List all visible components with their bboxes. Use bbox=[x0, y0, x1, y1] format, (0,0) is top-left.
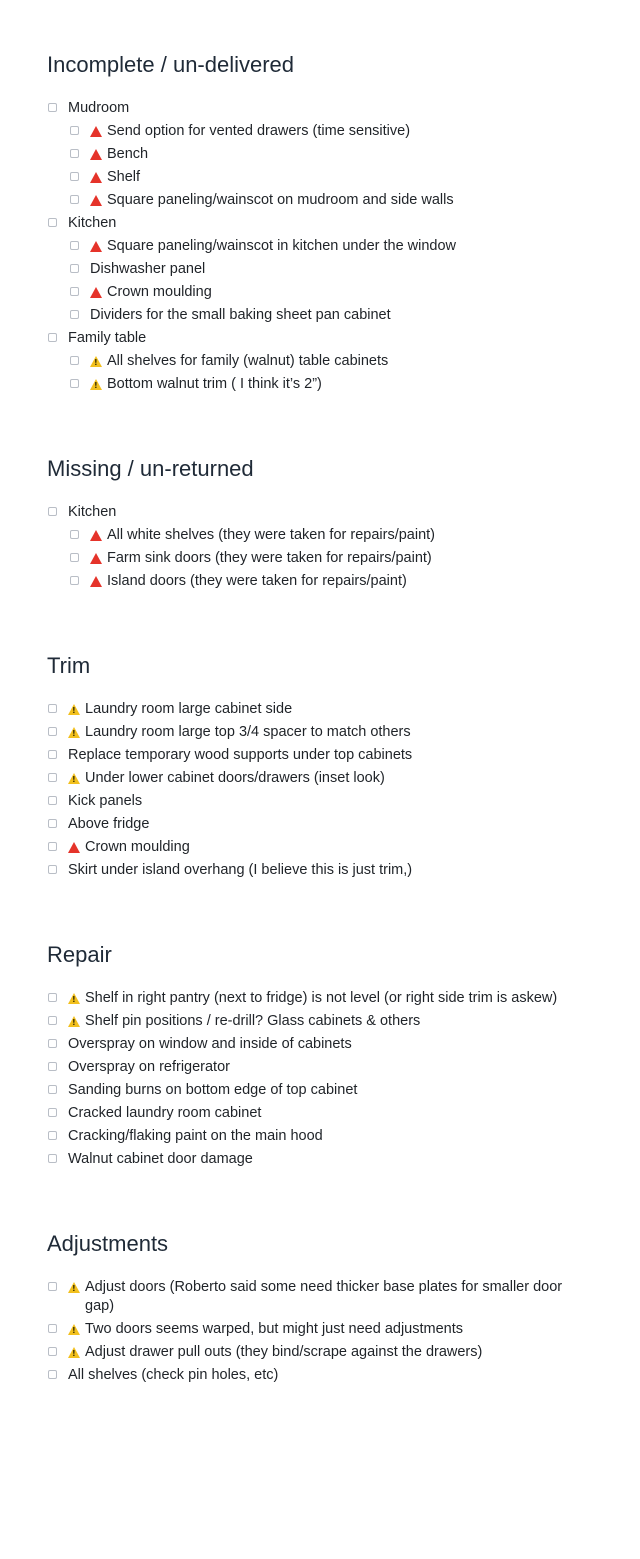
section-heading: Adjustments bbox=[47, 1231, 169, 1256]
warning-icon bbox=[68, 1324, 80, 1335]
section-heading: Trim bbox=[47, 653, 91, 678]
checkbox[interactable] bbox=[48, 1131, 57, 1140]
checkbox[interactable] bbox=[70, 576, 79, 585]
checklist-item-text: Family table bbox=[68, 330, 147, 346]
checklist-item bbox=[47, 838, 593, 857]
checklist-item-text: Island doors (they were taken for repairs/paint) bbox=[107, 573, 407, 589]
checkbox[interactable] bbox=[70, 195, 79, 204]
checklist-row bbox=[47, 792, 593, 811]
checklist-item bbox=[47, 861, 593, 880]
sub-checklist bbox=[47, 352, 593, 394]
red-triangle-icon bbox=[90, 149, 102, 160]
checklist-item bbox=[47, 792, 593, 811]
checklist-item-text: Farm sink doors (they were taken for repairs/paint) bbox=[107, 550, 432, 566]
warning-icon bbox=[90, 356, 102, 367]
checklist-row bbox=[47, 1035, 593, 1054]
checklist-row bbox=[69, 237, 593, 256]
checklist-row bbox=[69, 549, 593, 568]
checklist-item-text: Square paneling/wainscot in kitchen under the window bbox=[107, 238, 457, 254]
checkbox[interactable] bbox=[70, 241, 79, 250]
section-heading: Missing / un-returned bbox=[47, 456, 254, 481]
checkbox[interactable] bbox=[48, 1085, 57, 1094]
checklist-row bbox=[47, 746, 593, 765]
warning-icon bbox=[68, 704, 80, 715]
checkbox[interactable] bbox=[70, 553, 79, 562]
checklist-row bbox=[47, 723, 593, 742]
warning-icon bbox=[68, 1282, 80, 1293]
checkbox[interactable] bbox=[48, 773, 57, 782]
checklist-item-text: Skirt under island overhang (I believe this is just trim,) bbox=[68, 862, 413, 878]
checklist-item-text: Bottom walnut trim ( I think it’s 2”) bbox=[107, 376, 322, 392]
checkbox[interactable] bbox=[48, 1282, 57, 1291]
checklist-item bbox=[47, 1081, 593, 1100]
checklist-item-text: Send option for vented drawers (time sensitive) bbox=[107, 123, 411, 139]
sub-checklist bbox=[47, 237, 593, 325]
checklist-item bbox=[47, 769, 593, 788]
checklist bbox=[47, 503, 593, 591]
checklist-row bbox=[69, 572, 593, 591]
checklist-item bbox=[47, 99, 593, 210]
checklist-item-text: Shelf pin positions / re-drill? Glass cabinets & others bbox=[85, 1013, 421, 1029]
checkbox[interactable] bbox=[48, 1039, 57, 1048]
checklist-item-text: Overspray on refrigerator bbox=[68, 1059, 230, 1075]
checkbox[interactable] bbox=[48, 750, 57, 759]
checkbox[interactable] bbox=[48, 1108, 57, 1117]
checklist-item bbox=[47, 1127, 593, 1146]
checklist-item-text: Shelf bbox=[107, 169, 141, 185]
checkbox[interactable] bbox=[48, 993, 57, 1002]
checklist-item bbox=[69, 168, 593, 187]
checklist-item bbox=[69, 549, 593, 568]
red-triangle-icon bbox=[90, 241, 102, 252]
checklist-item bbox=[69, 237, 593, 256]
checklist-item bbox=[69, 526, 593, 545]
checklist-row bbox=[47, 1150, 593, 1169]
checkbox[interactable] bbox=[70, 149, 79, 158]
checklist-item-text: Kitchen bbox=[68, 504, 117, 520]
checklist-item bbox=[69, 145, 593, 164]
checklist-row bbox=[47, 861, 593, 880]
checklist-item-text: Kitchen bbox=[68, 215, 117, 231]
checkbox[interactable] bbox=[48, 1062, 57, 1071]
checklist-row bbox=[69, 122, 593, 141]
checklist-item bbox=[47, 1320, 593, 1339]
checklist-item bbox=[47, 1104, 593, 1123]
checklist-item-text: Above fridge bbox=[68, 816, 150, 832]
checklist-item-text: Replace temporary wood supports under top cabinets bbox=[68, 747, 413, 763]
checklist-item bbox=[47, 1278, 593, 1316]
checklist-row bbox=[69, 526, 593, 545]
checklist-item-text: Adjust doors (Roberto said some need thicker base plates for smaller door gap) bbox=[85, 1279, 563, 1314]
checklist-row bbox=[47, 1343, 593, 1362]
checklist bbox=[47, 989, 593, 1169]
section-incomplete-un-delivered bbox=[47, 50, 593, 394]
checklist-item-text: Two doors seems warped, but might just need adjustments bbox=[85, 1321, 463, 1337]
checkbox[interactable] bbox=[70, 287, 79, 296]
checklist-row bbox=[47, 815, 593, 834]
checklist-item-text: Bench bbox=[107, 146, 149, 162]
section-trim bbox=[47, 651, 593, 880]
checklist-row bbox=[47, 1081, 593, 1100]
checklist-item-text: Square paneling/wainscot on mudroom and side walls bbox=[107, 192, 454, 208]
checklist-row bbox=[47, 1104, 593, 1123]
checkbox[interactable] bbox=[48, 796, 57, 805]
warning-icon bbox=[68, 993, 80, 1004]
checklist-item bbox=[69, 572, 593, 591]
checkbox[interactable] bbox=[48, 842, 57, 851]
checklist-row bbox=[69, 375, 593, 394]
checklist-item bbox=[47, 989, 593, 1008]
checklist-item bbox=[47, 214, 593, 325]
checklist-item bbox=[47, 1343, 593, 1362]
checklist-item bbox=[47, 1366, 593, 1385]
section-missing-un-returned bbox=[47, 454, 593, 591]
checklist-item-text: Sanding burns on bottom edge of top cabinet bbox=[68, 1082, 358, 1098]
red-triangle-icon bbox=[90, 530, 102, 541]
checkbox[interactable] bbox=[70, 172, 79, 181]
checklist-item-text: Under lower cabinet doors/drawers (inset look) bbox=[85, 770, 385, 786]
checkbox[interactable] bbox=[48, 218, 57, 227]
sub-checklist bbox=[47, 122, 593, 210]
checklist-item-text: Shelf in right pantry (next to fridge) is not level (or right side trim is askew) bbox=[85, 990, 558, 1006]
warning-icon bbox=[90, 379, 102, 390]
checkbox[interactable] bbox=[48, 333, 57, 342]
checklist-row bbox=[69, 306, 593, 325]
checkbox[interactable] bbox=[70, 356, 79, 365]
checklist-item bbox=[47, 1035, 593, 1054]
checklist-row bbox=[47, 329, 593, 348]
checklist-item-text: All white shelves (they were taken for repairs/paint) bbox=[107, 527, 436, 543]
checklist-item-text: Crown moulding bbox=[107, 284, 212, 300]
checklist-item bbox=[69, 375, 593, 394]
warning-icon bbox=[68, 727, 80, 738]
checklist-item bbox=[47, 1058, 593, 1077]
checklist-item-text: Laundry room large top 3/4 spacer to match others bbox=[85, 724, 411, 740]
checklist-item bbox=[69, 191, 593, 210]
checklist-row bbox=[69, 145, 593, 164]
checklist-row bbox=[47, 769, 593, 788]
checklist-row bbox=[69, 352, 593, 371]
checkbox[interactable] bbox=[48, 507, 57, 516]
checklist-item bbox=[47, 746, 593, 765]
checklist-item bbox=[69, 306, 593, 325]
warning-icon bbox=[68, 1016, 80, 1027]
checkbox[interactable] bbox=[70, 264, 79, 273]
checklist-item bbox=[69, 352, 593, 371]
checklist-row bbox=[69, 168, 593, 187]
checklist-row bbox=[47, 1012, 593, 1031]
section-adjustments bbox=[47, 1229, 593, 1385]
red-triangle-icon bbox=[90, 576, 102, 587]
checklist-row bbox=[69, 283, 593, 302]
checkbox[interactable] bbox=[70, 530, 79, 539]
checklist-item bbox=[47, 700, 593, 719]
checklist-item-text: Dishwasher panel bbox=[90, 261, 206, 277]
checkbox[interactable] bbox=[70, 126, 79, 135]
checklist-item bbox=[69, 122, 593, 141]
checklist-item bbox=[69, 260, 593, 279]
red-triangle-icon bbox=[90, 287, 102, 298]
red-triangle-icon bbox=[90, 172, 102, 183]
checklist-item-text: Laundry room large cabinet side bbox=[85, 701, 293, 717]
checklist-row bbox=[47, 1058, 593, 1077]
checkbox[interactable] bbox=[48, 704, 57, 713]
checklist-row bbox=[47, 989, 593, 1008]
sub-checklist bbox=[47, 526, 593, 591]
checkbox[interactable] bbox=[48, 1370, 57, 1379]
checkbox[interactable] bbox=[70, 310, 79, 319]
checklist-row bbox=[47, 503, 593, 522]
checklist-row bbox=[47, 1320, 593, 1339]
checklist bbox=[47, 99, 593, 394]
checklist-item bbox=[47, 503, 593, 591]
checklist bbox=[47, 700, 593, 880]
checklist-item-text: Mudroom bbox=[68, 100, 130, 116]
checklist-item bbox=[47, 329, 593, 394]
checkbox[interactable] bbox=[48, 727, 57, 736]
checklist-row bbox=[47, 838, 593, 857]
checklist-item-text: Cracked laundry room cabinet bbox=[68, 1105, 262, 1121]
checklist-item-text: Crown moulding bbox=[85, 839, 190, 855]
section-heading: Incomplete / un-delivered bbox=[47, 52, 295, 77]
section-heading: Repair bbox=[47, 942, 112, 967]
checklist-row bbox=[47, 214, 593, 233]
checklist-item bbox=[47, 815, 593, 834]
checklist-item bbox=[47, 1150, 593, 1169]
checklist-item bbox=[47, 1012, 593, 1031]
checkbox[interactable] bbox=[48, 819, 57, 828]
red-triangle-icon bbox=[90, 553, 102, 564]
checklist bbox=[47, 1278, 593, 1385]
warning-icon bbox=[68, 1347, 80, 1358]
checklist-item-text: Kick panels bbox=[68, 793, 143, 809]
checklist-item-text: All shelves for family (walnut) table cabinets bbox=[107, 353, 389, 369]
warning-icon bbox=[68, 773, 80, 784]
checklist-row bbox=[47, 1278, 593, 1316]
checkbox[interactable] bbox=[48, 1154, 57, 1163]
checkbox[interactable] bbox=[48, 103, 57, 112]
checklist-item-text: Overspray on window and inside of cabinets bbox=[68, 1036, 352, 1052]
checklist-row bbox=[47, 99, 593, 118]
red-triangle-icon bbox=[90, 195, 102, 206]
checklist-item-text: All shelves (check pin holes, etc) bbox=[68, 1367, 279, 1383]
checkbox[interactable] bbox=[48, 1347, 57, 1356]
checklist-item-text: Adjust drawer pull outs (they bind/scrape against the drawers) bbox=[85, 1344, 483, 1360]
checkbox[interactable] bbox=[70, 379, 79, 388]
checklist-item-text: Cracking/flaking paint on the main hood bbox=[68, 1128, 323, 1144]
checklist-item bbox=[69, 283, 593, 302]
checkbox[interactable] bbox=[48, 1016, 57, 1025]
checklist-row bbox=[69, 191, 593, 210]
red-triangle-icon bbox=[90, 126, 102, 137]
checklist-row bbox=[47, 700, 593, 719]
checkbox[interactable] bbox=[48, 865, 57, 874]
checklist-row bbox=[47, 1366, 593, 1385]
red-triangle-icon bbox=[68, 842, 80, 853]
checkbox[interactable] bbox=[48, 1324, 57, 1333]
section-repair bbox=[47, 940, 593, 1169]
checklist-row bbox=[47, 1127, 593, 1146]
checklist-item bbox=[47, 723, 593, 742]
checklist-item-text: Walnut cabinet door damage bbox=[68, 1151, 253, 1167]
checklist-item-text: Dividers for the small baking sheet pan cabinet bbox=[90, 307, 391, 323]
checklist-row bbox=[69, 260, 593, 279]
